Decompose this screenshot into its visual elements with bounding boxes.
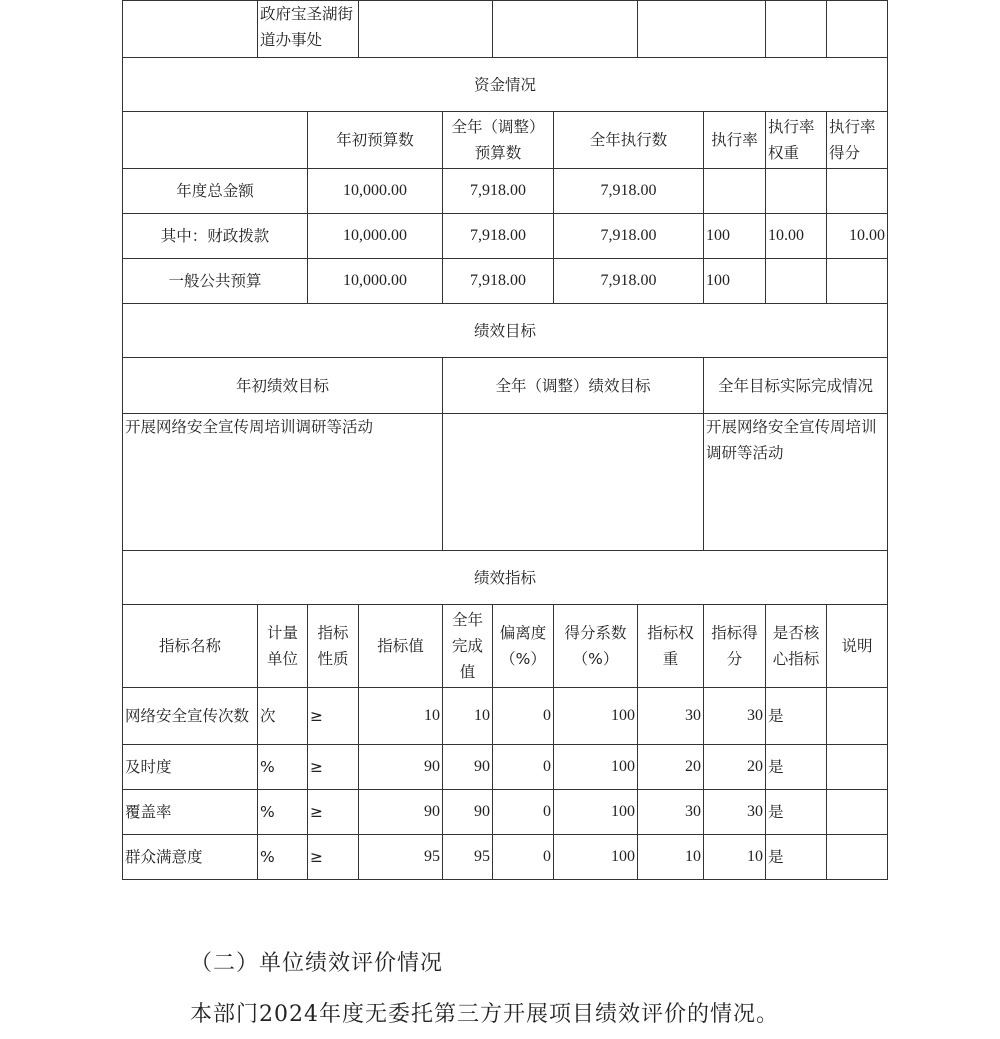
indicator-nature: ≥: [308, 688, 359, 745]
goals-header-actual: 全年目标实际完成情况: [704, 358, 888, 414]
indicator-target: 90: [359, 745, 443, 790]
indicator-deviation: 0: [493, 835, 554, 880]
funds-header-row: [123, 112, 888, 169]
indicator-deviation: 0: [493, 745, 554, 790]
blank-cell: [638, 1, 766, 58]
indicator-core: 是: [766, 790, 827, 835]
indicator-name: 网络安全宣传次数: [123, 688, 258, 745]
indicator-unit: 次: [258, 688, 308, 745]
indicator-row: [123, 688, 888, 745]
indicator-target: 10: [359, 688, 443, 745]
blank-cell: [827, 1, 888, 58]
indicator-note: [827, 790, 888, 835]
indicator-header: 指标权重: [638, 605, 704, 688]
funds-row-initial: 10,000.00: [308, 214, 443, 259]
indicator-name: 群众满意度: [123, 835, 258, 880]
funds-row-label: 其中：财政拨款: [123, 214, 308, 259]
indicators-header-row: [123, 605, 888, 688]
performance-table: [122, 0, 888, 880]
funds-header-score: 执行率得分: [827, 112, 888, 169]
unit-row: [123, 1, 888, 58]
blank-cell: [766, 1, 827, 58]
goals-header-adjusted: 全年（调整）绩效目标: [443, 358, 704, 414]
indicator-row: [123, 790, 888, 835]
indicator-nature: ≥: [308, 745, 359, 790]
goals-header-initial: 年初绩效目标: [123, 358, 443, 414]
indicator-deviation: 0: [493, 790, 554, 835]
funds-row: [123, 169, 888, 214]
funds-row: [123, 259, 888, 304]
funds-row: [123, 214, 888, 259]
initial-goal-text: 开展网络安全宣传周培训调研等活动: [123, 414, 443, 551]
funds-row-weight: 10.00: [766, 214, 827, 259]
indicators-section-title: 绩效指标: [123, 551, 888, 605]
indicator-target: 95: [359, 835, 443, 880]
indicator-actual: 10: [443, 688, 493, 745]
indicator-header: 全年完成值: [443, 605, 493, 688]
indicator-nature: ≥: [308, 835, 359, 880]
goals-content-row: [123, 414, 888, 551]
funds-header-weight: 执行率权重: [766, 112, 827, 169]
funds-row-rate: 100: [704, 214, 766, 259]
funds-section-title: 资金情况: [123, 58, 888, 112]
funds-header-rate: 执行率: [704, 112, 766, 169]
indicator-header: 指标名称: [123, 605, 258, 688]
funds-row-executed: 7,918.00: [554, 169, 704, 214]
indicator-weight: 30: [638, 688, 704, 745]
goals-header-row: [123, 358, 888, 414]
indicator-header: 说明: [827, 605, 888, 688]
indicator-weight: 30: [638, 790, 704, 835]
funds-row-initial: 10,000.00: [308, 259, 443, 304]
funds-row-label: 一般公共预算: [123, 259, 308, 304]
goals-section-title: 绩效目标: [123, 304, 888, 358]
indicator-coef: 100: [554, 745, 638, 790]
indicator-score: 20: [704, 745, 766, 790]
blank-cell: [493, 1, 638, 58]
funds-header-blank: [123, 112, 308, 169]
section2-paragraph: 本部门2024年度无委托第三方开展项目绩效评价的情况。: [190, 1002, 779, 1027]
funds-header-initial: 年初预算数: [308, 112, 443, 169]
indicator-unit: %: [258, 745, 308, 790]
indicator-weight: 20: [638, 745, 704, 790]
adjusted-goal-text: [443, 414, 704, 551]
indicator-deviation: 0: [493, 688, 554, 745]
funds-row-adjusted: 7,918.00: [443, 169, 554, 214]
indicator-note: [827, 688, 888, 745]
funds-row-initial: 10,000.00: [308, 169, 443, 214]
indicator-actual: 95: [443, 835, 493, 880]
indicator-target: 90: [359, 790, 443, 835]
funds-row-executed: 7,918.00: [554, 214, 704, 259]
unit-name-cell: 政府宝圣湖街道办事处: [258, 1, 359, 58]
indicator-score: 30: [704, 790, 766, 835]
indicator-weight: 10: [638, 835, 704, 880]
funds-header-executed: 全年执行数: [554, 112, 704, 169]
indicator-header: 指标值: [359, 605, 443, 688]
indicator-score: 10: [704, 835, 766, 880]
indicator-header: 偏离度（%）: [493, 605, 554, 688]
indicator-unit: %: [258, 790, 308, 835]
indicator-note: [827, 745, 888, 790]
indicator-score: 30: [704, 688, 766, 745]
funds-row-rate: [704, 169, 766, 214]
funds-row-adjusted: 7,918.00: [443, 259, 554, 304]
funds-header-adjusted: 全年（调整）预算数: [443, 112, 554, 169]
funds-row-weight: [766, 169, 827, 214]
funds-row-weight: [766, 259, 827, 304]
blank-cell: [359, 1, 493, 58]
indicator-coef: 100: [554, 790, 638, 835]
indicator-header: 指标得分: [704, 605, 766, 688]
funds-row-label: 年度总金额: [123, 169, 308, 214]
funds-row-rate: 100: [704, 259, 766, 304]
indicator-header: 指标性质: [308, 605, 359, 688]
indicator-header: 是否核心指标: [766, 605, 827, 688]
blank-cell: [123, 1, 258, 58]
indicator-coef: 100: [554, 688, 638, 745]
indicator-unit: %: [258, 835, 308, 880]
indicator-core: 是: [766, 835, 827, 880]
indicator-header: 得分系数（%）: [554, 605, 638, 688]
funds-row-score: [827, 169, 888, 214]
funds-row-score: 10.00: [827, 214, 888, 259]
indicator-nature: ≥: [308, 790, 359, 835]
section2-heading: （二）单位绩效评价情况: [190, 951, 444, 976]
indicator-actual: 90: [443, 745, 493, 790]
indicator-coef: 100: [554, 835, 638, 880]
indicator-actual: 90: [443, 790, 493, 835]
indicator-row: [123, 835, 888, 880]
indicator-row: [123, 745, 888, 790]
funds-row-score: [827, 259, 888, 304]
indicator-core: 是: [766, 745, 827, 790]
indicator-header: 计量单位: [258, 605, 308, 688]
indicator-name: 覆盖率: [123, 790, 258, 835]
funds-row-executed: 7,918.00: [554, 259, 704, 304]
indicator-note: [827, 835, 888, 880]
actual-goal-text: 开展网络安全宣传周培训调研等活动: [704, 414, 888, 551]
indicator-name: 及时度: [123, 745, 258, 790]
indicator-core: 是: [766, 688, 827, 745]
funds-row-adjusted: 7,918.00: [443, 214, 554, 259]
